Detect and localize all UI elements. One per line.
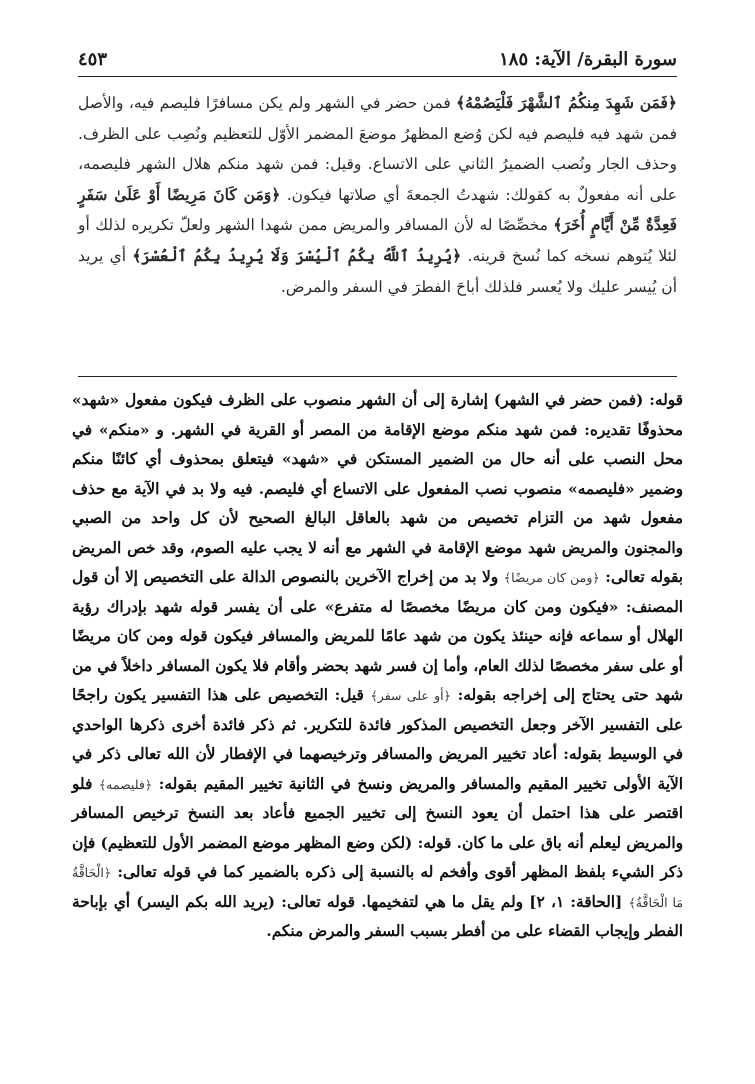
- gloss-paragraph: [72, 386, 683, 947]
- commentary-text: فمن حضر في الشهر ولم يكن مسافرًا فليصم فيه، والأصل فمن شهد فيه فليصم فيه لكن وُضع المظهرُ موضعَ المضمر الأوّل للتعظيم ونُصِب على الظرف. وحذف الجار ونُصب الضميرُ الثاني على الاتساع. وقيل: فمن شهد منكم هلال الشهر فليصمه، على أنه مفعولٌ به كقولك: شهدتُ الجمعةَ أي صلاتها فيكون.: [78, 94, 677, 204]
- gloss-label: قوله: [423, 833, 452, 852]
- page-number: ٤٥٣: [78, 48, 108, 70]
- verse-citation: ﴿الْحَاقَّةُ مَا الْحَاقَّةُ﴾: [72, 865, 684, 910]
- gloss-body: : (يريد الله بكم اليسر) أي بإباحة الفطر وإيجاب القضاء على من أفطر بسبب السفر والمرض منكم.: [72, 892, 683, 940]
- gloss-body: : (لكن وضع المظهر موضع المضمر الأول للتعظيم) فإن ذكر الشيء بلفظ المظهر أقوى وأفخم له بالنسبة إلى ذكره بالضمير كما في قوله تعالى:: [72, 833, 683, 881]
- gloss-label: قوله: [654, 391, 683, 409]
- quran-verse: ﴿وَمَن كَانَ مَرِيضًا أَوْ عَلَىٰ سَفَرٍ فَعِدَّةٌ مِّنْ أَيَّامٍ أُخَرَ﴾: [78, 184, 677, 235]
- gloss-body: فلو اقتصر على هذا احتمل أن يعود النسخ إلى تخيير الجميع فأعاد بعد النسخ ترخيص المسافر والمريض ليعلم أنه باق على ما كان.: [72, 774, 683, 852]
- verse-citation: ﴿فليصمه﴾: [98, 776, 153, 792]
- quran-verse: ﴿فَمَن شَهِدَ مِنكُمُ ٱلشَّهْرَ فَلْيَصُمْهُ﴾: [456, 93, 677, 112]
- tafsir-text: [78, 88, 677, 364]
- gloss-body: ولا بد من إخراج الآخرين بالنصوص الدالة على التخصيص إلا أن قول المصنف: «فيكون ومن كان مريضًا مخصصًا له متفرع» على أن يفسر قوله شهد بإدراك رؤية الهلال أو سماعه فإنه حينئذ يكون من شهد عامًا للمريض والمسافر فيكون قوله ومن كان مريضًا أو على سفر مخصصًا لذلك العام، وأما إن فسر شهد بحضر وأقام فلا يكون المسافر داخلاً في من شهد حتى يحتاج إلى إخراجه بقوله:: [72, 568, 683, 704]
- commentary-text: أي يريد أن يُيسر عليك ولا يُعسر فلذلك أباحَ الفطرَ في السفر والمرض.: [78, 246, 677, 296]
- commentary-text: مخصِّصًا له لأن المسافر والمريض ممن شهدا الشهر ولعلّ تكريره لذلك أو لئلا يُتوهم نسخه كما نُسخ قرينه.: [78, 216, 677, 265]
- quran-verse: ﴿يُرِيدُ ٱللَّهُ بِكُمُ ٱلْيُسْرَ وَلَا يُرِيدُ بِكُمُ ٱلْعُسْرَ﴾: [132, 245, 462, 265]
- section-divider: [78, 376, 677, 377]
- tafsir-paragraph: [78, 88, 677, 302]
- verse-citation: ﴿أو على سفر﴾: [370, 688, 451, 703]
- running-title: سورة البقرة/ الآية: ١٨٥: [499, 48, 677, 70]
- verse-citation: ﴿ومن كان مريضًا﴾: [503, 570, 600, 585]
- gloss-body: : (فمن حضر في الشهر) إشارة إلى أن الشهر منصوب على الظرف فيكون مفعول «شهد» محذوفًا تقديره: فمن شهد منكم موضع الإقامة من المصر أو القرية في الشهر. و «منكم» في محل النصب على أنه حال من الضمير المستكن في «شهد» فيتعلق بمحذوف أي كائنًا منكم وضمير «فليصمه» منصوب نصب المفعول على الاتساع أي فليصم. فيه ولا بد في الآية مع حذف مفعول شهد من التزام تخصيص من شهد بالعاقل البالغ الصحيح لأن كل واحد من الصبي والمجنون والمريض شهد موضع الإقامة في الشهر مع أنه لا يجب عليه الصوم، وقد خص المريض بقوله تعالى:: [72, 391, 683, 586]
- gloss-label: قوله تعالى: [286, 892, 355, 911]
- gloss-body: [الحاقة: ١، ٢] ولم يقل ما هي لتفخيمها.: [354, 892, 629, 911]
- page-header: [78, 42, 677, 77]
- gloss-text: [72, 386, 683, 1076]
- gloss-body: قيل: التخصيص على هذا التفسير يكون راجحًا على التفسير الآخر وجعل التخصيص المذكور فائدة للتكرير. ثم ذكر فائدة أخرى ذكرها الواحدي في الوسيط بقوله: أعاد تخيير المريض والمسافر وترخيصهما في الإفطار لأن الله تعالى ذكر في الآية الأولى تخيير المقيم والمسافر والمريض ونسخ في الثانية تخيير المقيم بقوله:: [72, 686, 683, 793]
